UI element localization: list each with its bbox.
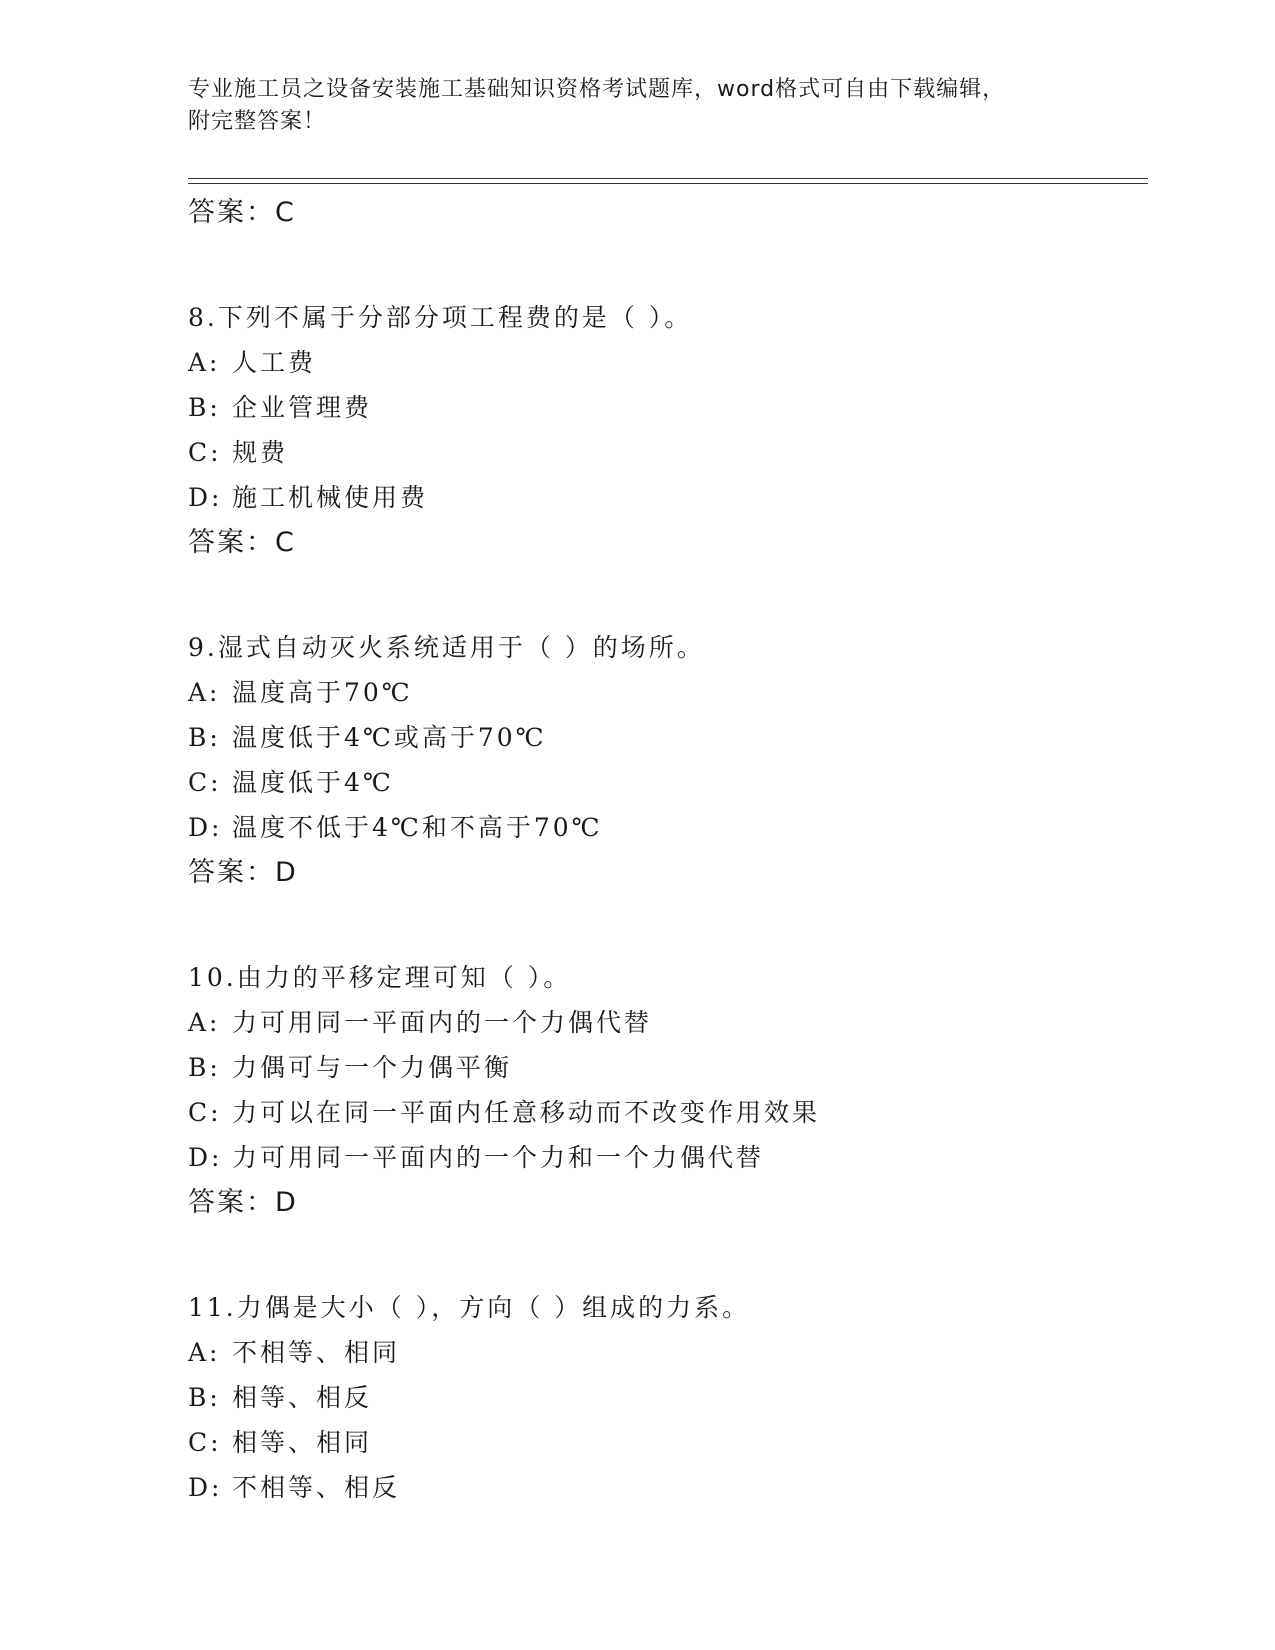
question-stem: 11.力偶是大小（ ），方向（ ）组成的力系。 (188, 1293, 751, 1322)
question-block (188, 625, 1148, 895)
document-header (188, 74, 1088, 138)
option-b: B: 相等、相反 (188, 1383, 373, 1412)
option-a: A: 不相等、相同 (188, 1338, 401, 1367)
option-a: A: 温度高于70℃ (188, 678, 413, 707)
answer-line: 答案：D (188, 1187, 298, 1218)
option-c: C: 规费 (188, 438, 289, 467)
question-block (188, 1285, 1148, 1510)
option-a: A: 力可用同一平面内的一个力偶代替 (188, 1008, 653, 1037)
option-c: C: 温度低于4℃ (188, 768, 394, 797)
option-c: C: 相等、相同 (188, 1428, 373, 1457)
option-c: C: 力可以在同一平面内任意移动而不改变作用效果 (188, 1098, 821, 1127)
header-line-2: 附完整答案！ (188, 109, 327, 134)
question-list (188, 190, 1148, 1510)
question-stem: 10.由力的平移定理可知（ ）。 (188, 963, 572, 992)
question-block (188, 295, 1148, 565)
question-stem: 9.湿式自动灭火系统适用于（ ）的场所。 (188, 633, 705, 662)
answer-line: 答案：C (188, 527, 296, 558)
option-b: B: 企业管理费 (188, 393, 373, 422)
option-d: D: 力可用同一平面内的一个力和一个力偶代替 (188, 1143, 765, 1172)
question-stem: 8.下列不属于分部分项工程费的是（ ）。 (188, 303, 693, 332)
answer-line: 答案：D (188, 857, 298, 888)
answer-line: 答案：C (188, 197, 296, 228)
header-divider (188, 178, 1148, 184)
option-b: B: 力偶可与一个力偶平衡 (188, 1053, 513, 1082)
header-line-1: 专业施工员之设备安装施工基础知识资格考试题库，word格式可自由下载编辑， (188, 77, 1006, 102)
option-b: B: 温度低于4℃或高于70℃ (188, 723, 547, 752)
option-d: D: 施工机械使用费 (188, 483, 429, 512)
option-d: D: 不相等、相反 (188, 1473, 401, 1502)
question-block (188, 955, 1148, 1225)
option-a: A: 人工费 (188, 348, 317, 377)
option-d: D: 温度不低于4℃和不高于70℃ (188, 813, 603, 842)
